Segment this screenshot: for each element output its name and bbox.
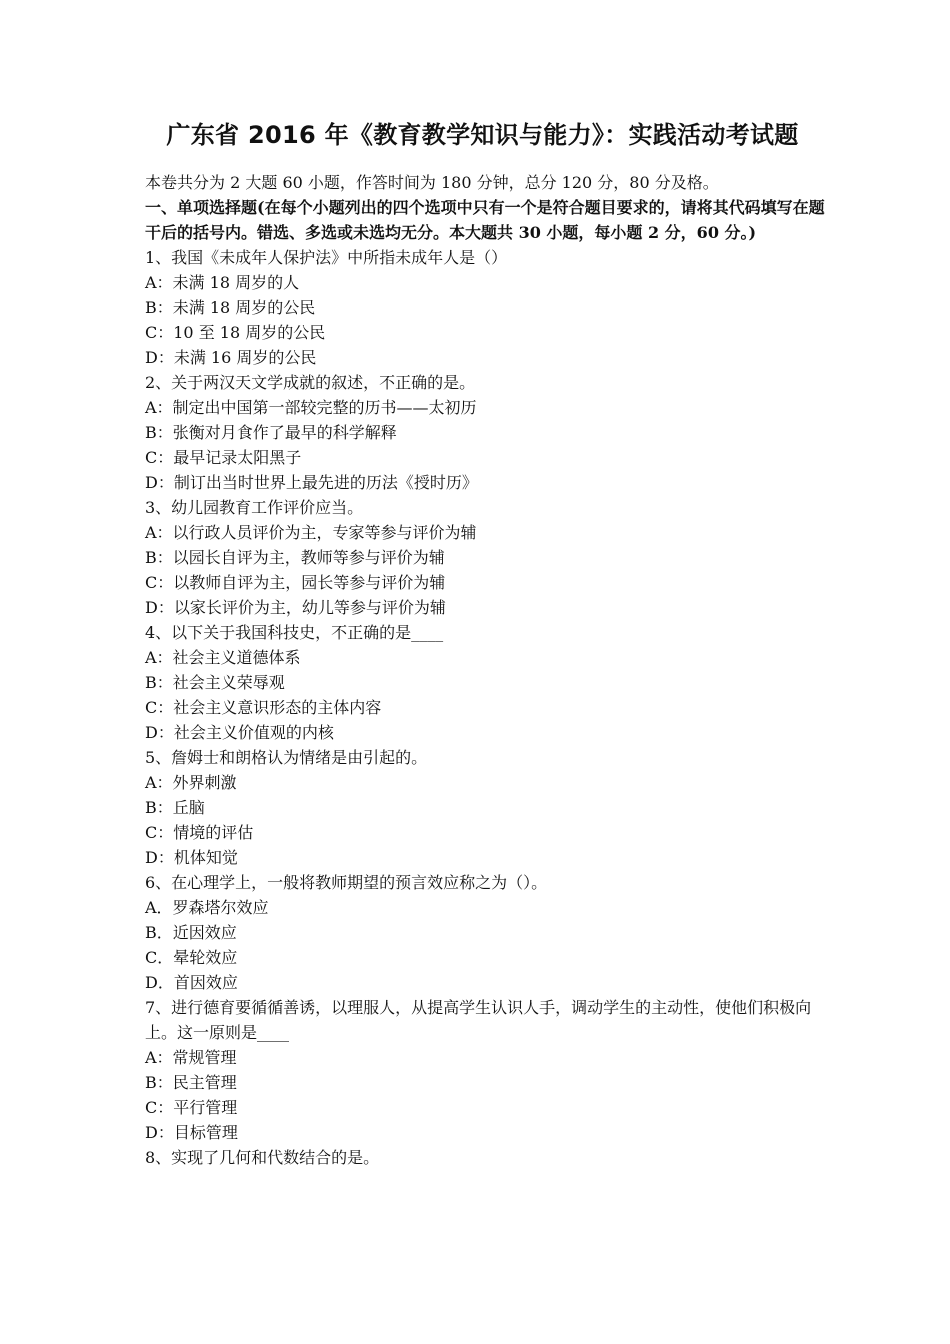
option-d: D：机体知觉 (145, 848, 238, 867)
exam-intro: 本卷共分为 2 大题 60 小题，作答时间为 180 分钟，总分 120 分，80 分及格。 (145, 173, 719, 192)
option-b: B：丘脑 (145, 798, 205, 817)
option-b: B：未满 18 周岁的公民 (145, 298, 316, 317)
question-stem: 7、进行德育要循循善诱，以理服人，从提高学生认识人手，调动学生的主动性，使他们积极向上。这一原则是____ (145, 998, 812, 1042)
option-c: C：10 至 18 周岁的公民 (145, 323, 326, 342)
option-c: C：社会主义意识形态的主体内容 (145, 698, 382, 717)
question-1 (145, 245, 825, 370)
option-d: D．首因效应 (145, 973, 238, 992)
option-d: D：未满 16 周岁的公民 (145, 348, 317, 367)
option-c: C：情境的评估 (145, 823, 254, 842)
question-3 (145, 495, 825, 620)
question-8 (145, 1145, 825, 1170)
document-page (145, 118, 825, 1170)
question-list (145, 245, 825, 1170)
question-2 (145, 370, 825, 495)
option-a: A：以行政人员评价为主，专家等参与评价为辅 (145, 523, 477, 542)
option-a: A：外界刺激 (145, 773, 237, 792)
option-c: C：平行管理 (145, 1098, 238, 1117)
question-stem: 3、幼儿园教育工作评价应当。 (145, 498, 364, 517)
question-stem: 6、在心理学上，一般将教师期望的预言效应称之为（）。 (145, 873, 548, 892)
question-stem: 4、以下关于我国科技史，不正确的是____ (145, 623, 444, 642)
option-b: B．近因效应 (145, 923, 237, 942)
question-6 (145, 870, 825, 995)
question-stem: 2、关于两汉天文学成就的叙述，不正确的是。 (145, 373, 476, 392)
option-c: C．晕轮效应 (145, 948, 238, 967)
question-stem: 5、詹姆士和朗格认为情绪是由引起的。 (145, 748, 428, 767)
question-4 (145, 620, 825, 745)
option-b: B：张衡对月食作了最早的科学解释 (145, 423, 397, 442)
option-d: D：社会主义价值观的内核 (145, 723, 334, 742)
document-title: 广东省 2016 年《教育教学知识与能力》：实践活动考试题 (166, 121, 799, 149)
option-a: A：未满 18 周岁的人 (145, 273, 300, 292)
question-7 (145, 995, 825, 1145)
option-b: B：以园长自评为主，教师等参与评价为辅 (145, 548, 445, 567)
option-c: C：最早记录太阳黑子 (145, 448, 302, 467)
option-b: B：社会主义荣辱观 (145, 673, 285, 692)
option-a: A：常规管理 (145, 1048, 237, 1067)
option-a: A．罗森塔尔效应 (145, 898, 269, 917)
option-b: B：民主管理 (145, 1073, 237, 1092)
section-heading: 一、单项选择题(在每个小题列出的四个选项中只有一个是符合题目要求的，请将其代码填写在题干后的括号内。错选、多选或未选均无分。本大题共 30 小题，每小题 2 分，60 分。) (145, 198, 825, 242)
option-a: A：社会主义道德体系 (145, 648, 301, 667)
question-stem: 8、实现了几何和代数结合的是。 (145, 1148, 380, 1167)
option-d: D：以家长评价为主，幼儿等参与评价为辅 (145, 598, 446, 617)
option-a: A：制定出中国第一部较完整的历书——太初历 (145, 398, 477, 417)
option-d: D：制订出当时世界上最先进的历法《授时历》 (145, 473, 478, 492)
question-5 (145, 745, 825, 870)
option-d: D：目标管理 (145, 1123, 238, 1142)
question-stem: 1、我国《未成年人保护法》中所指未成年人是（） (145, 248, 508, 267)
option-c: C：以教师自评为主，园长等参与评价为辅 (145, 573, 446, 592)
